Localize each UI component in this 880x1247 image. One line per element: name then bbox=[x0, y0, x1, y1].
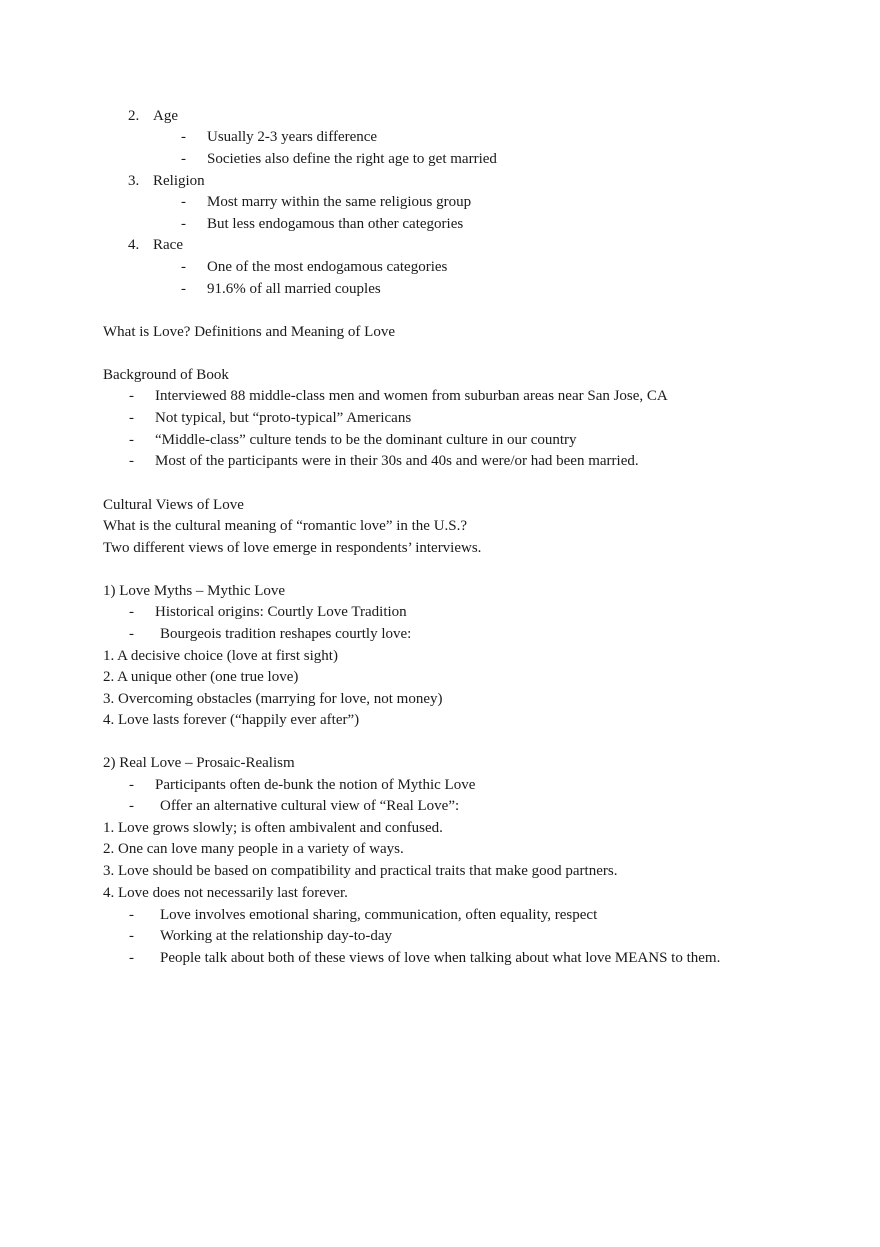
bullet-dash: - bbox=[129, 950, 134, 966]
outline-item-race: Race bbox=[153, 237, 183, 253]
list-item: But less endogamous than other categories bbox=[207, 216, 464, 232]
bullet-dash: - bbox=[181, 281, 186, 297]
outline-number: 3. bbox=[128, 173, 140, 189]
outline-item-religion: Religion bbox=[153, 173, 205, 189]
list-item: “Middle-class” culture tends to be the dominant culture in our country bbox=[155, 432, 577, 448]
list-item: Working at the relationship day-to-day bbox=[160, 928, 393, 944]
numbered-item: 3. Overcoming obstacles (marrying for love, not money) bbox=[103, 691, 443, 707]
list-item: Usually 2-3 years difference bbox=[207, 129, 378, 145]
numbered-item: 3. Love should be based on compatibility and practical traits that make good partners. bbox=[103, 863, 618, 879]
list-item: Love involves emotional sharing, communication, often equality, respect bbox=[160, 907, 598, 923]
bullet-dash: - bbox=[181, 151, 186, 167]
section-heading-cultural-views: Cultural Views of Love bbox=[103, 497, 244, 513]
list-item: Historical origins: Courtly Love Tradition bbox=[155, 604, 407, 620]
section-heading-what-is-love: What is Love? Definitions and Meaning of Love bbox=[103, 324, 396, 340]
paragraph-line: Two different views of love emerge in respondents’ interviews. bbox=[103, 540, 482, 556]
list-item: Bourgeois tradition reshapes courtly love: bbox=[160, 626, 412, 642]
section-heading-mythic-love: 1) Love Myths – Mythic Love bbox=[103, 583, 286, 599]
list-item: Not typical, but “proto-typical” Americans bbox=[155, 410, 412, 426]
list-item: Most marry within the same religious group bbox=[207, 194, 472, 210]
section-heading-background: Background of Book bbox=[103, 367, 229, 383]
outline-number: 2. bbox=[128, 108, 140, 124]
bullet-dash: - bbox=[181, 194, 186, 210]
list-item: Most of the participants were in their 30s and 40s and were/or had been married. bbox=[155, 453, 639, 469]
list-item: Societies also define the right age to get married bbox=[207, 151, 497, 167]
numbered-item: 2. One can love many people in a variety of ways. bbox=[103, 841, 404, 857]
outline-item-age: Age bbox=[153, 108, 178, 124]
list-item: People talk about both of these views of love when talking about what love MEANS to them. bbox=[160, 950, 721, 966]
bullet-dash: - bbox=[129, 388, 134, 404]
bullet-dash: - bbox=[129, 907, 134, 923]
numbered-item: 1. Love grows slowly; is often ambivalent and confused. bbox=[103, 820, 443, 836]
list-item: 91.6% of all married couples bbox=[207, 281, 381, 297]
numbered-item: 1. A decisive choice (love at first sight) bbox=[103, 648, 338, 664]
list-item: Participants often de-bunk the notion of Mythic Love bbox=[155, 777, 476, 793]
list-item: Interviewed 88 middle-class men and women from suburban areas near San Jose, CA bbox=[155, 388, 668, 404]
bullet-dash: - bbox=[129, 604, 134, 620]
numbered-item: 2. A unique other (one true love) bbox=[103, 669, 299, 685]
list-item: One of the most endogamous categories bbox=[207, 259, 448, 275]
section-heading-real-love: 2) Real Love – Prosaic-Realism bbox=[103, 755, 295, 771]
bullet-dash: - bbox=[129, 777, 134, 793]
outline-number: 4. bbox=[128, 237, 140, 253]
numbered-item: 4. Love lasts forever (“happily ever after”) bbox=[103, 712, 360, 728]
bullet-dash: - bbox=[129, 432, 134, 448]
bullet-dash: - bbox=[181, 216, 186, 232]
list-item: Offer an alternative cultural view of “Real Love”: bbox=[160, 798, 460, 814]
bullet-dash: - bbox=[181, 129, 186, 145]
numbered-item: 4. Love does not necessarily last forever. bbox=[103, 885, 348, 901]
bullet-dash: - bbox=[129, 798, 134, 814]
bullet-dash: - bbox=[129, 453, 134, 469]
paragraph-line: What is the cultural meaning of “romantic love” in the U.S.? bbox=[103, 518, 468, 534]
bullet-dash: - bbox=[129, 928, 134, 944]
bullet-dash: - bbox=[129, 626, 134, 642]
bullet-dash: - bbox=[129, 410, 134, 426]
bullet-dash: - bbox=[181, 259, 186, 275]
